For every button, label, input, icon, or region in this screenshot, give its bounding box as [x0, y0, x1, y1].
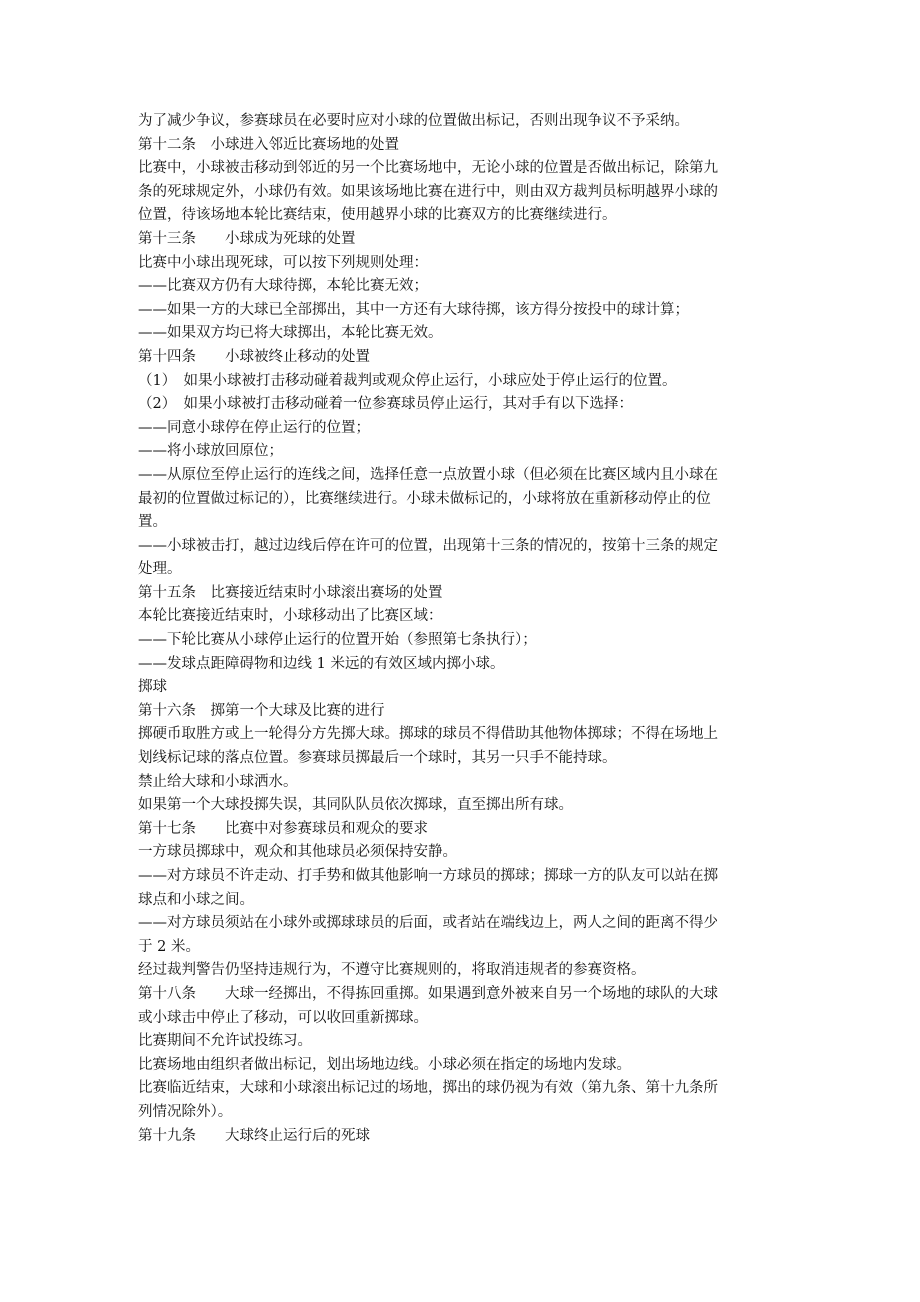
text-line: 比赛临近结束，大球和小球滚出标记过的场地，掷出的球仍视为有效（第九条、第十九条所 — [138, 1080, 718, 1097]
text-line: 比赛中小球出现死球，可以按下列规则处理： — [138, 254, 428, 271]
text-line: 列情况除外）。 — [138, 1103, 233, 1120]
text-line: ——从原位至停止运行的连线之间，选择任意一点放置小球（但必须在比赛区域内且小球在 — [138, 466, 718, 483]
text-line: ——如果一方的大球已全部掷出，其中一方还有大球待掷，该方得分按投中的球计算； — [138, 301, 689, 318]
article-heading: 第十七条 比赛中对参赛球员和观众的要求 — [138, 820, 428, 837]
text-line: 球点和小球之间。 — [138, 891, 254, 908]
article-heading: 第十四条 小球被终止移动的处置 — [138, 348, 370, 365]
text-line: ——将小球放回原位； — [138, 443, 283, 460]
article-heading: 第十三条 小球成为死球的处置 — [138, 230, 356, 247]
text-line: 位置，待该场地本轮比赛结束，使用越界小球的比赛双方的比赛继续进行。 — [138, 207, 617, 224]
text-line: ——比赛双方仍有大球待掷，本轮比赛无效； — [138, 278, 428, 295]
text-line: 为了减少争议，参赛球员在必要时应对小球的位置做出标记，否则出现争议不予采纳。 — [138, 113, 689, 129]
text-line: 置。 — [138, 514, 167, 531]
text-line: 于 2 米。 — [138, 938, 200, 955]
section-heading: 掷球 — [138, 679, 167, 696]
text-line: 经过裁判警告仍坚持违规行为，不遵守比赛规则的，将取消违规者的参赛资格。 — [138, 962, 646, 979]
text-line: 禁止给大球和小球洒水。 — [138, 773, 298, 790]
text-line: （2） 如果小球被打击移动碰着一位参赛球员停止运行，其对手有以下选择： — [138, 396, 633, 413]
text-line: 掷硬币取胜方或上一轮得分方先掷大球。掷球的球员不得借助其他物体掷球；不得在场地上 — [138, 726, 718, 743]
text-line: ——如果双方均已将大球掷出，本轮比赛无效。 — [138, 325, 443, 342]
text-line: 最初的位置做过标记的），比赛继续进行。小球未做标记的，小球将放在重新移动停止的位 — [138, 490, 711, 507]
text-line: 比赛场地由组织者做出标记，划出场地边线。小球必须在指定的场地内发球。 — [138, 1056, 631, 1073]
text-line: 比赛期间不允许试投练习。 — [138, 1033, 312, 1050]
document-body — [138, 110, 788, 1148]
article-heading: 第十六条 掷第一个大球及比赛的进行 — [138, 702, 385, 719]
text-line: ——对方球员不许走动、打手势和做其他影响一方球员的掷球；掷球一方的队友可以站在掷 — [138, 868, 718, 884]
text-line: 条的死球规定外，小球仍有效。如果该场地比赛在进行中，则由双方裁判员标明越界小球的 — [138, 183, 718, 200]
text-line: ——下轮比赛从小球停止运行的位置开始（参照第七条执行）； — [138, 632, 537, 649]
text-line: 或小球击中停止了移动，可以收回重新掷球。 — [138, 1009, 428, 1026]
text-line: （1） 如果小球被打击移动碰着裁判或观众停止运行，小球应处于停止运行的位置。 — [138, 372, 677, 389]
article-heading: 第十八条 大球一经掷出，不得拣回重掷。如果遇到意外被来自另一个场地的球队的大球 — [138, 985, 718, 1002]
article-heading: 第十九条 大球终止运行后的死球 — [138, 1127, 370, 1144]
text-line: 比赛中，小球被击移动到邻近的另一个比赛场地中，无论小球的位置是否做出标记，除第九 — [138, 160, 718, 177]
text-line: ——发球点距障碍物和边线 1 米远的有效区域内掷小球。 — [138, 655, 505, 672]
text-line: 划线标记球的落点位置。参赛球员掷最后一个球时，其另一只手不能持球。 — [138, 750, 617, 767]
text-line: 一方球员掷球中，观众和其他球员必须保持安静。 — [138, 844, 457, 861]
text-line: 如果第一个大球投掷失误，其同队队员依次掷球，直至掷出所有球。 — [138, 797, 573, 814]
text-line: ——对方球员须站在小球外或掷球球员的后面，或者站在端线边上，两人之间的距离不得少 — [138, 915, 718, 932]
text-line: 处理。 — [138, 561, 182, 578]
text-line: ——同意小球停在停止运行的位置； — [138, 419, 370, 436]
article-heading: 第十二条 小球进入邻近比赛场地的处置 — [138, 136, 399, 153]
text-line: 本轮比赛接近结束时，小球移动出了比赛区域： — [138, 608, 443, 625]
article-heading: 第十五条 比赛接近结束时小球滚出赛场的处置 — [138, 584, 443, 601]
text-line: ——小球被击打，越过边线后停在许可的位置，出现第十三条的情况的，按第十三条的规定 — [138, 537, 718, 554]
